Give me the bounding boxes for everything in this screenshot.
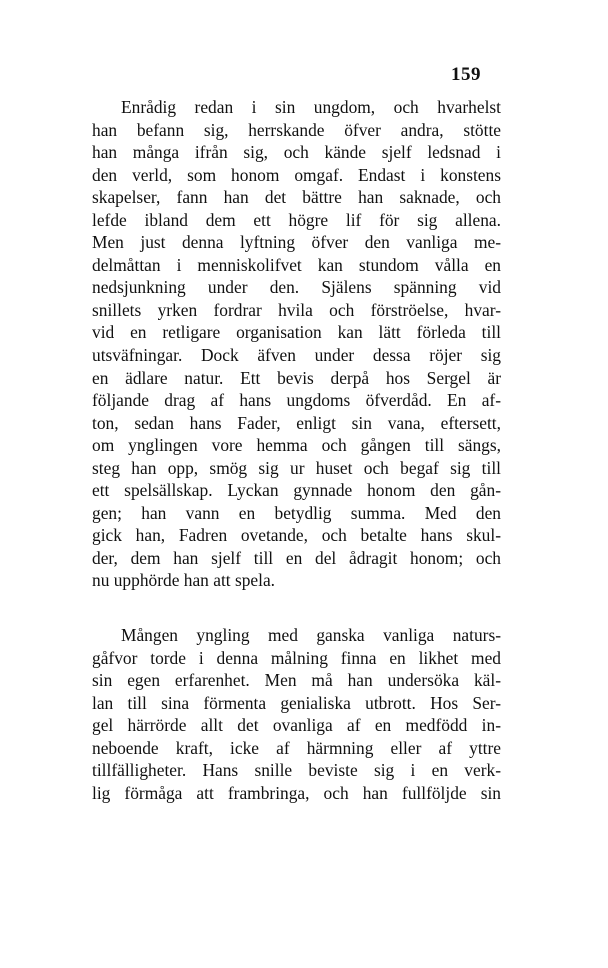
text-line: skapelser, fann han det bättre han saknade, och [92,187,501,208]
text-line: Enrådig redan i sin ungdom, och hvarhelst [121,97,501,117]
text-line: vid en retligare organisation kan lätt förleda till [92,322,501,343]
text-line: gick han, Fadren ovetande, och betalte hans skul- [92,525,501,546]
paragraph-2 [92,624,501,804]
text-line: Mången yngling med ganska vanliga naturs- [121,625,501,645]
text-line: en ädlare natur. Ett bevis derpå hos Sergel är [92,367,501,388]
text-line: gåfvor torde i denna målning finna en likhet med [92,647,501,668]
text-line: den verld, som honom omgaf. Endast i konstens [92,164,501,185]
text-line: sin egen erfarenhet. Men må han undersöka käl- [92,670,501,691]
text-line: der, dem han sjelf till en del ådragit honom; och [92,547,501,568]
text-line: ton, sedan hans Fader, enligt sin vana, eftersett, [92,412,501,433]
text-line: delmåttan i menniskolifvet kan stundom vålla en [92,254,501,275]
text-line: han många ifrån sig, och kände sjelf ledsnad i [92,142,501,163]
text-line: utsväfningar. Dock äfven under dessa röjer sig [92,345,501,366]
text-line: följande drag af hans ungdoms öfverdåd. En af- [92,390,501,411]
text-line: nu upphörde han att spela. [92,570,276,591]
paragraph-1 [92,96,501,592]
text-line: ett spelsällskap. Lyckan gynnade honom den gån- [92,480,501,501]
page-number: 159 [451,64,481,85]
text-line: han befann sig, herrskande öfver andra, stötte [92,119,501,140]
text-line: neboende kraft, icke af härmning eller af yttre [92,737,501,758]
text-line: lefde ibland dem ett högre lif för sig allena. [92,209,501,230]
text-line: snillets yrken fordrar hvila och förströelse, hvar- [92,299,501,320]
text-line: gen; han vann en betydlig summa. Med den [92,502,501,523]
text-line: lig förmåga att frambringa, och han fullföljde sin [92,782,501,803]
text-line: gel härrörde allt det ovanliga af en medfödd in- [92,715,501,736]
text-line: Men just denna lyftning öfver den vanliga me- [92,232,501,253]
text-line: steg han opp, smög sig ur huset och begaf sig till [92,457,501,478]
text-line: nedsjunkning under den. Själens spänning vid [92,277,501,298]
text-line: om ynglingen vore hemma och gången till sängs, [92,435,501,456]
text-line: tillfälligheter. Hans snille beviste sig i en verk- [92,760,501,781]
text-line: lan till sina förmenta genialiska utbrott. Hos Ser- [92,692,501,713]
